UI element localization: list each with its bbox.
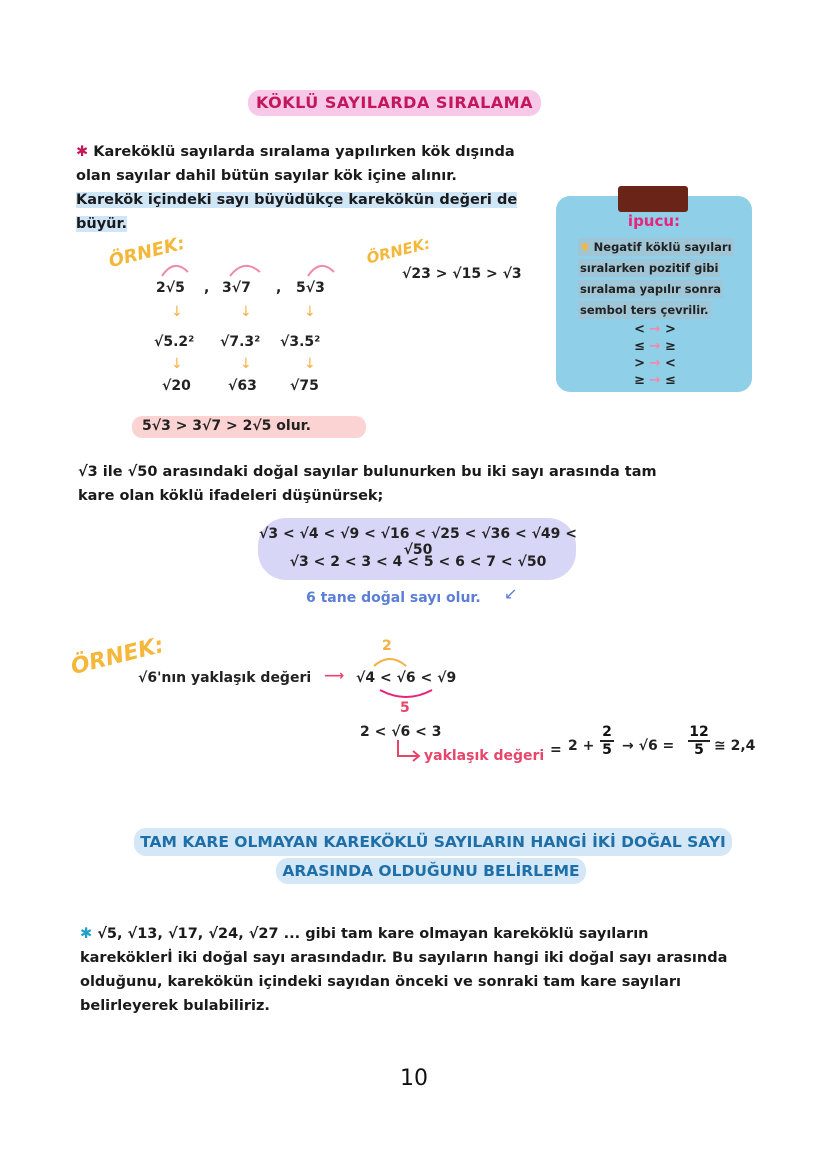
tape-decoration [618, 186, 688, 212]
intro-line-2: olan sayılar dahil bütün sayılar kök içine alınır. [76, 168, 457, 184]
between-paragraph [78, 460, 657, 508]
fraction-2: 12 5 [689, 724, 709, 758]
ornek-label-1: ÖRNEK: [106, 232, 188, 273]
intro-line-3: Karekök içindeki sayı büyüdükçe karekökün değeri de [76, 192, 518, 208]
tip-line-1: ✱ Negatif köklü sayıları [580, 240, 732, 254]
fraction-1: 2 5 [600, 724, 614, 758]
section-title-2: ARASINDA OLDUĞUNU BELİRLEME [276, 858, 586, 884]
natural-count-note: 6 tane doğal sayı olur. [306, 590, 481, 606]
tip-line-3: sıralama yapılır sonra [580, 282, 722, 296]
ex2-expression: √23 > √15 > √3 [402, 266, 522, 282]
curved-arrow-icon: ↙ [504, 584, 518, 603]
chain-2: √3 < 2 < 3 < 4 < 5 < 6 < 7 < √50 [289, 554, 547, 570]
ex1-step3-3: √75 [290, 378, 319, 394]
down-arrow-icon: ↓ [240, 356, 252, 372]
ex1-step2-2: √7.3² [220, 334, 261, 350]
ex3-inequality: 2 < √6 < 3 [360, 724, 442, 740]
tip-symbol-row: ≥ → ≤ [634, 373, 676, 388]
down-arrow-icon: ↓ [304, 356, 316, 372]
ex1-step3-1: √20 [162, 378, 191, 394]
right-arrow-icon: ⟶ [324, 668, 345, 684]
tip-title: ipucu: [627, 212, 681, 230]
approx-label: yaklaşık değeri [424, 748, 545, 764]
tip-line-4: sembol ters çevrilir. [580, 303, 709, 317]
chain-1: √3 < √4 < √9 < √16 < √25 < √36 < √49 < √50 [259, 526, 577, 558]
down-arrow-icon: ↓ [240, 304, 252, 320]
ex3-bottom-num: 5 [400, 700, 410, 716]
bullet-icon: ✱ [80, 926, 93, 942]
down-arrow-icon: ↓ [171, 304, 183, 320]
intro-line-4: büyür. [76, 216, 128, 232]
ex1-step3-2: √63 [228, 378, 257, 394]
ex1-term-2: 3√7 [222, 280, 251, 296]
top-arc [370, 654, 410, 668]
arc-arrows [150, 258, 350, 278]
equals-sign: = [550, 742, 562, 758]
ex3-top-num: 2 [382, 638, 392, 654]
tip-line-2: sıralarken pozitif gibi [580, 261, 719, 275]
down-arrow-icon: ↓ [304, 304, 316, 320]
page-title: KÖKLÜ SAYILARDA SIRALAMA [248, 90, 541, 116]
intro-line-1: Kareköklü sayılarda sıralama yapılırken kök dışında [93, 144, 515, 160]
final-line-2: kareköklerİ iki doğal sayı arasındadır. Bu sayıların hangi iki doğal sayı arasında [80, 950, 728, 966]
page-number: 10 [400, 1066, 428, 1091]
between-line-1: √3 ile √50 arasındaki doğal sayılar bulunurken bu iki sayı arasında tam [78, 464, 657, 480]
ex1-step2-1: √5.2² [154, 334, 195, 350]
calc-right: ≅ 2,4 [714, 738, 756, 754]
ornek-label-2: ÖRNEK: [364, 234, 432, 268]
ex1-comma: , [204, 280, 210, 296]
intro-paragraph [76, 140, 517, 236]
calc-left: 2 + [568, 738, 595, 754]
calc-mid: → √6 = [622, 738, 675, 754]
ex1-term-3: 5√3 [296, 280, 325, 296]
ex3-label: √6'nın yaklaşık değeri [138, 670, 312, 686]
ex1-step2-3: √3.5² [280, 334, 321, 350]
ex1-comma: , [276, 280, 282, 296]
down-arrow-icon: ↓ [171, 356, 183, 372]
ornek-label-3: ÖRNEK: [68, 632, 167, 681]
final-paragraph [80, 922, 727, 1018]
ex1-term-1: 2√5 [156, 280, 185, 296]
bullet-icon: ✱ [76, 144, 89, 160]
ex1-result: 5√3 > 3√7 > 2√5 olur. [142, 418, 311, 434]
between-line-2: kare olan köklü ifadeleri düşünürsek; [78, 488, 384, 504]
final-line-1: √5, √13, √17, √24, √27 ... gibi tam kare olmayan kareköklü sayıların [97, 926, 649, 942]
tip-symbol-row: < → > [634, 322, 676, 337]
section-title: TAM KARE OLMAYAN KAREKÖKLÜ SAYILARIN HANGİ İKİ DOĞAL SAYI [134, 828, 732, 856]
elbow-arrow [396, 740, 422, 762]
tip-symbol-row: > → < [634, 356, 676, 371]
final-line-3: olduğunu, karekökün içindeki sayıdan önceki ve sonraki tam kare sayıları [80, 974, 681, 990]
star-icon: ✱ [580, 240, 590, 254]
ex3-chain: √4 < √6 < √9 [356, 670, 457, 686]
tip-symbol-row: ≤ → ≥ [634, 339, 676, 354]
final-line-4: belirleyerek bulabiliriz. [80, 998, 270, 1014]
